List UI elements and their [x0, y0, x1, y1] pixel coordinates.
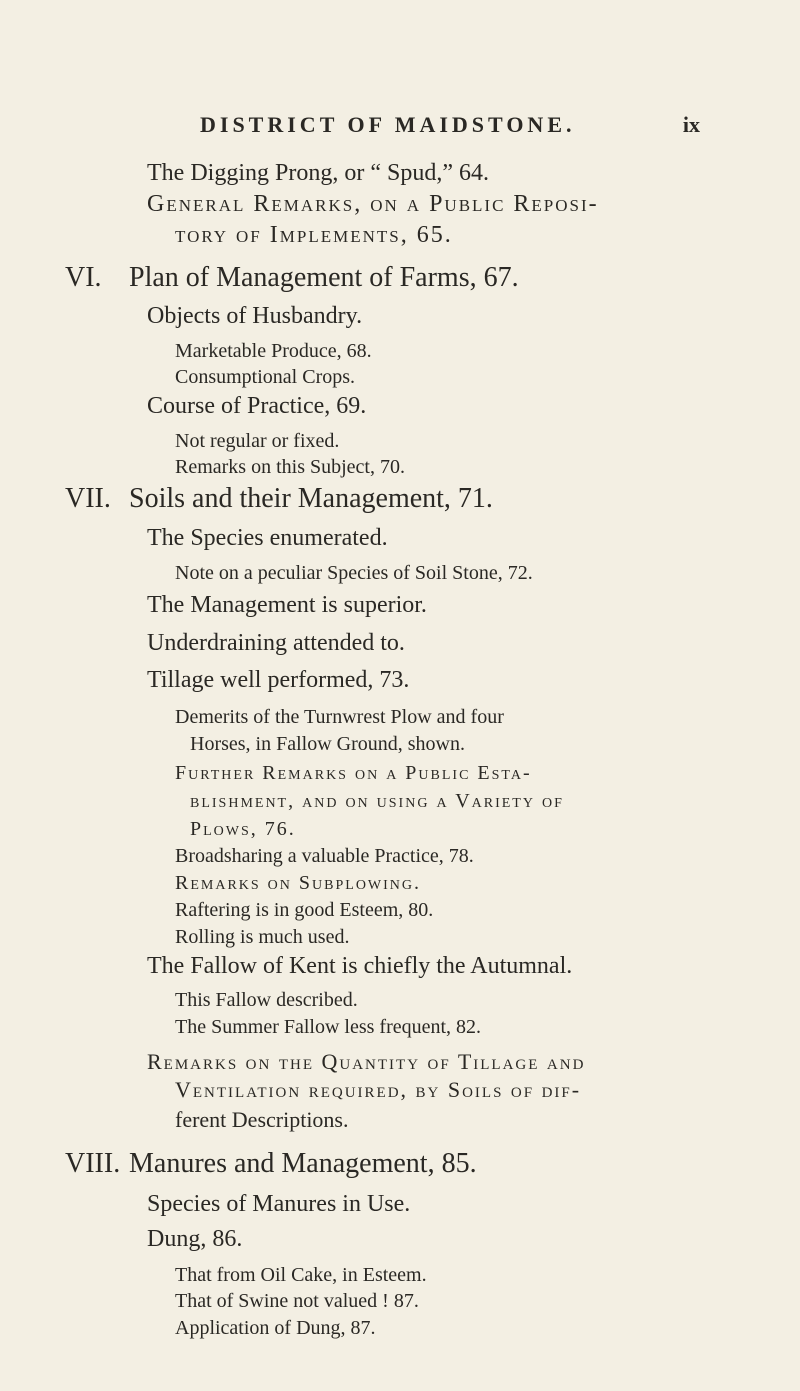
toc-subentry: blishment, and on using a Variety of — [190, 790, 564, 812]
toc-subentry: Broadsharing a valuable Practice, 78. — [175, 845, 474, 867]
toc-entry: ferent Descriptions. — [175, 1107, 349, 1132]
section-number: VIII. — [65, 1148, 121, 1179]
toc-entry: Dung, 86. — [147, 1226, 243, 1252]
toc-subentry: Remarks on Subplowing. — [175, 872, 422, 894]
toc-entry: The Management is superior. — [147, 592, 427, 618]
toc-subentry: Horses, in Fallow Ground, shown. — [190, 733, 465, 755]
toc-subentry: Consumptional Crops. — [175, 366, 356, 388]
toc-subentry: Rolling is much used. — [175, 926, 350, 948]
section-number: VII. — [65, 483, 111, 514]
toc-subentry: Remarks on this Subject, 70. — [175, 456, 405, 478]
toc-subentry: Application of Dung, 87. — [175, 1317, 376, 1339]
running-header — [200, 112, 700, 138]
section-title: Manures and Management, 85. — [129, 1148, 477, 1179]
toc-subentry: That of Swine not valued ! 87. — [175, 1290, 419, 1312]
toc-subentry: Raftering is in good Esteem, 80. — [175, 899, 434, 921]
toc-entry: Objects of Husbandry. — [147, 303, 363, 329]
toc-entry: The Fallow of Kent is chiefly the Autumnal. — [147, 953, 573, 979]
toc-entry: Remarks on the Quantity of Tillage and — [147, 1049, 586, 1074]
toc-subentry: Further Remarks on a Public Esta- — [175, 762, 532, 784]
toc-subentry: That from Oil Cake, in Esteem. — [175, 1264, 427, 1286]
toc-entry: Ventilation required, by Soils of dif- — [175, 1077, 582, 1102]
toc-subentry: Note on a peculiar Species of Soil Stone, 72. — [175, 562, 533, 584]
toc-subentry: Plows, 76. — [190, 818, 296, 840]
toc-entry: General Remarks, on a Public Reposi- — [147, 191, 599, 217]
toc-entry: Species of Manures in Use. — [147, 1191, 411, 1217]
toc-entry: Tillage well performed, 73. — [147, 667, 410, 693]
toc-subentry: The Summer Fallow less frequent, 82. — [175, 1016, 482, 1038]
toc-entry: The Species enumerated. — [147, 525, 388, 551]
section-heading-viii — [65, 1148, 477, 1180]
section-heading-vi — [65, 262, 519, 294]
toc-entry: Course of Practice, 69. — [147, 393, 367, 419]
page-number: ix — [682, 112, 700, 137]
toc-entry: tory of Implements, 65. — [175, 222, 453, 248]
toc-subentry: Not regular or fixed. — [175, 430, 340, 452]
section-number: VI. — [65, 262, 102, 293]
toc-subentry: This Fallow described. — [175, 989, 358, 1011]
toc-subentry: Demerits of the Turnwrest Plow and four — [175, 706, 504, 728]
section-heading-vii — [65, 483, 493, 515]
section-title: Plan of Management of Farms, 67. — [129, 262, 519, 293]
toc-subentry: Marketable Produce, 68. — [175, 340, 372, 362]
toc-entry: The Digging Prong, or “ Spud,” 64. — [147, 160, 489, 186]
header-title: DISTRICT OF MAIDSTONE. — [200, 112, 576, 137]
section-title: Soils and their Management, 71. — [129, 483, 493, 514]
toc-entry: Underdraining attended to. — [147, 630, 405, 656]
